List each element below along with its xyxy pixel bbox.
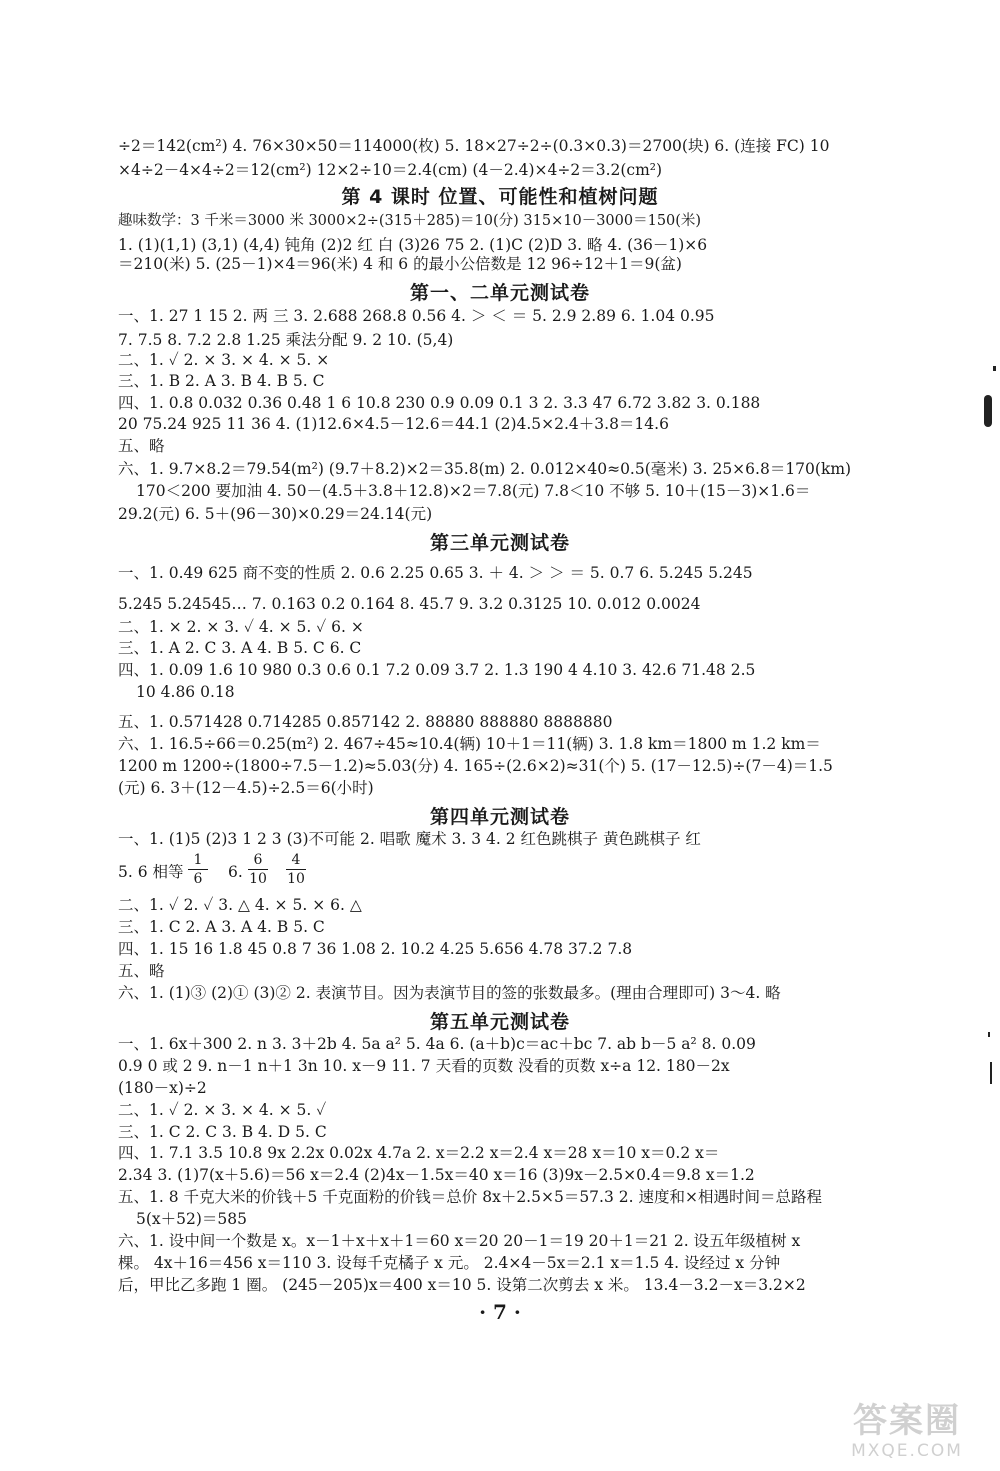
scan-mark: [988, 1032, 990, 1037]
answer-line: 六、1. 16.5÷66＝0.25(m²) 2. 467÷45≈10.4(辆) 10＋1＝11(辆) 3. 1.8 km＝1800 m 1.2 km＝: [118, 735, 821, 753]
section-title: 第四单元测试卷: [429, 806, 570, 828]
answer-line: 5.245 5.24545… 7. 0.163 0.2 0.164 8. 45.7 9. 3.2 0.3125 10. 0.012 0.0024: [118, 595, 701, 613]
answer-line: 170＜200 要加油 4. 50－(4.5＋3.8＋12.8)×2＝7.8(元) 7.8＜10 不够 5. 10＋(15－3)×1.6＝: [136, 482, 811, 500]
section-title: 第 4 课时 位置、可能性和植树问题: [341, 186, 659, 208]
answer-line: 二、1. ✓ 2. × 3. × 4. × 5. ×: [118, 351, 330, 369]
answer-line: 1200 m 1200÷(1800÷7.5－1.2)≈5.03(分) 4. 165÷(2.6×2)≈31(个) 5. (17－12.5)÷(7－4)＝1.5: [118, 757, 833, 775]
fraction-bar: [248, 869, 268, 870]
fraction-numerator: 4: [291, 852, 301, 868]
watermark-main: 答案圈: [853, 1401, 961, 1441]
answer-line: ÷2＝142(cm²) 4. 76×30×50＝114000(枚) 5. 18×27÷2÷(0.3×0.3)＝2700(块) 6. (连接 FC) 10: [118, 137, 830, 155]
answer-line: (元) 6. 3＋(12－4.5)÷2.5＝6(小时): [118, 779, 374, 797]
answer-line: 0.9 0 或 2 9. n－1 n＋1 3n 10. x－9 11. 7 天看的页数 没看的页数 x÷a 12. 180－2x: [118, 1057, 730, 1075]
answer-line: 2.34 3. (1)7(x＋5.6)＝56 x＝2.4 (2)4x－1.5x＝40 x＝16 (3)9x－2.5×0.4＝9.8 x＝1.2: [118, 1166, 755, 1184]
answer-line: ×4÷2－4×4÷2＝12(cm²) 12×2÷10＝2.4(cm) (4－2.4)×4÷2＝3.2(cm²): [118, 161, 663, 179]
answer-line: 四、1. 15 16 1.8 45 0.8 7 36 1.08 2. 10.2 4.25 5.656 4.78 37.2 7.8: [118, 940, 633, 958]
answer-line: 趣味数学：3 千米＝3000 米 3000×2÷(315＋285)＝10(分) 315×10－3000＝150(米): [118, 213, 702, 229]
scan-mark: [990, 1062, 992, 1084]
answer-line: 7. 7.5 8. 7.2 2.8 1.25 乘法分配 9. 2 10. (5,4): [118, 331, 454, 349]
answer-line: 二、1. ✓ 2. ✓ 3. △ 4. × 5. × 6. △: [118, 896, 362, 914]
answer-line: ＝210(米) 5. (25－1)×4＝96(米) 4 和 6 的最小公倍数是 12 96÷12＋1＝9(盆): [118, 255, 682, 273]
fraction-denominator: 6: [193, 871, 203, 887]
answer-line: 六、1. 设中间一个数是 x。x－1＋x＋x＋1＝60 x＝20 20－1＝19 20＋1＝21 2. 设五年级植树 x: [118, 1232, 801, 1250]
answer-line: 5(x＋52)＝585: [136, 1210, 248, 1228]
page-number: · 7 ·: [479, 1300, 521, 1324]
answer-line: 一、1. (1)5 (2)3 1 2 3 (3)不可能 2. 唱歌 魔术 3. 3 4. 2 红色跳棋子 黄色跳棋子 红: [118, 830, 701, 848]
answer-line: 五、1. 0.571428 0.714285 0.857142 2. 88880 888880 8888880: [118, 713, 613, 731]
fraction-denominator: 10: [287, 871, 305, 887]
answer-line: 29.2(元) 6. 5＋(96－30)×0.29＝24.14(元): [118, 505, 433, 523]
fraction-numerator: 6: [253, 852, 263, 868]
watermark-logo: [832, 1401, 982, 1465]
answer-line: 6.: [228, 863, 243, 881]
section-title: 第三单元测试卷: [429, 532, 570, 554]
fraction-six-tenths: [246, 852, 270, 887]
answer-line: 三、1. C 2. A 3. A 4. B 5. C: [118, 918, 325, 936]
answer-line: 一、1. 27 1 15 2. 两 三 3. 2.688 268.8 0.56 4. ＞ ＜ ＝ 5. 2.9 2.89 6. 1.04 0.95: [118, 307, 715, 325]
answer-line: 六、1. (1)③ (2)① (3)② 2. 表演节目。因为表演节目的签的张数最多。(理由合理即可) 3～4. 略: [118, 984, 781, 1002]
answer-line: 四、1. 0.09 1.6 10 980 0.3 0.6 0.1 7.2 0.09 3.7 2. 1.3 190 4 4.10 3. 42.6 71.48 2.5: [118, 661, 756, 679]
fraction-one-sixth: [186, 852, 210, 887]
answer-line: 20 75.24 925 11 36 4. (1)12.6×4.5－12.6＝44.1 (2)4.5×2.4＋3.8＝14.6: [118, 415, 669, 433]
answer-line: 三、1. A 2. C 3. A 4. B 5. C 6. C: [118, 639, 362, 657]
section-title: 第五单元测试卷: [429, 1011, 570, 1033]
answer-line: 10 4.86 0.18: [136, 683, 235, 701]
answer-line: 五、略: [118, 962, 165, 980]
answer-line: 一、1. 6x＋300 2. n 3. 3＋2b 4. 5a a² 5. 4a 6. (a＋b)c＝ac＋bc 7. ab b－5 a² 8. 0.09: [118, 1035, 756, 1053]
answer-line: 四、1. 7.1 3.5 10.8 9x 2.2x 0.02x 4.7a 2. x＝2.2 x＝2.4 x＝28 x＝10 x＝0.2 x＝: [118, 1144, 720, 1162]
fraction-numerator: 1: [193, 852, 203, 868]
answer-line: 1. (1)(1,1) (3,1) (4,4) 钝角 (2)2 红 白 (3)26 75 2. (1)C (2)D 3. 略 4. (36－1)×6: [118, 236, 708, 254]
fraction-four-tenths: [284, 852, 308, 887]
answer-line: 二、1. ✓ 2. × 3. × 4. × 5. ✓: [118, 1101, 327, 1119]
fraction-bar: [188, 869, 208, 870]
answer-line: (180－x)÷2: [118, 1079, 207, 1097]
fraction-denominator: 10: [249, 871, 267, 887]
answer-line: 五、1. 8 千克大米的价钱＋5 千克面粉的价钱＝总价 8x＋2.5×5＝57.3 2. 速度和×相遇时间＝总路程: [118, 1188, 822, 1206]
scan-mark: [993, 366, 996, 371]
answer-line: 三、1. C 2. C 3. B 4. D 5. C: [118, 1123, 327, 1141]
answer-line: 四、1. 0.8 0.032 0.36 0.48 1 6 10.8 230 0.9 0.09 0.1 3 2. 3.3 47 6.72 3.82 3. 0.188: [118, 394, 761, 412]
answer-line: 5. 6 相等: [118, 863, 184, 881]
answer-line: 棵。 4x＋16＝456 x＝110 3. 设每千克橘子 x 元。 2.4×4－5x＝2.1 x＝1.5 4. 设经过 x 分钟: [118, 1254, 781, 1272]
answer-line: 二、1. × 2. × 3. ✓ 4. × 5. ✓ 6. ×: [118, 618, 364, 636]
answer-line: 六、1. 9.7×8.2＝79.54(m²) (9.7＋8.2)×2＝35.8(m) 2. 0.012×40≈0.5(毫米) 3. 25×6.8＝170(km): [118, 460, 852, 478]
answer-line: 三、1. B 2. A 3. B 4. B 5. C: [118, 372, 325, 390]
answer-line: 一、1. 0.49 625 商不变的性质 2. 0.6 2.25 0.65 3. ＋ 4. ＞ ＞ ＝ 5. 0.7 6. 5.245 5.245: [118, 564, 753, 582]
answer-line: 后，甲比乙多跑 1 圈。 (245－205)x＝400 x＝10 5. 设第二次剪去 x 米。 13.4－3.2－x＝3.2×2: [118, 1276, 806, 1294]
scan-mark: [984, 395, 992, 427]
watermark-url: MXQE.COM: [851, 1441, 963, 1461]
fraction-bar: [286, 869, 306, 870]
section-title: 第一、二单元测试卷: [409, 282, 590, 304]
answer-line: 五、略: [118, 437, 165, 455]
